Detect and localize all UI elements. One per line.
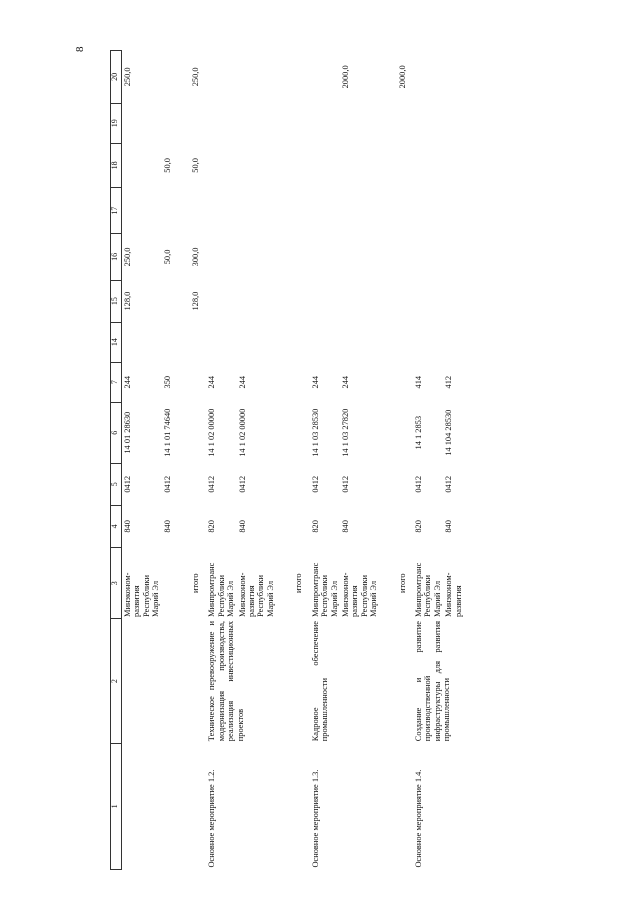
value-cell-c17 <box>122 187 162 233</box>
total-label: итого <box>397 573 407 594</box>
value-cell-c20 <box>443 51 464 104</box>
value-cell-c20: 250,0 <box>123 67 132 87</box>
total-cell-c5 <box>276 463 304 505</box>
value-cell-c20 <box>201 51 236 104</box>
total-cell-c18 <box>276 143 304 187</box>
column-header-17: 17 <box>111 187 122 233</box>
column-header-5: 5 <box>111 463 122 505</box>
column-header-18: 18 <box>111 143 122 187</box>
value-cell-c15 <box>162 280 173 322</box>
value-cell-c15 <box>340 280 380 322</box>
total-cell-c17 <box>276 187 304 233</box>
total-cell-c15 <box>380 280 408 322</box>
value-cell-c19 <box>305 103 340 143</box>
value-cell-c18 <box>408 143 443 187</box>
value-cell-c6: 14 1 03 28530 <box>310 408 320 457</box>
value-cell-c5: 0412 <box>162 475 172 493</box>
total-cell-c19 <box>173 103 201 143</box>
value-cell-c19 <box>162 103 173 143</box>
column-header-16: 16 <box>111 234 122 280</box>
total-cell-c4 <box>276 505 304 547</box>
value-cell-c16: 50,0 <box>162 249 172 265</box>
column-header-14: 14 <box>111 322 122 362</box>
column-header-1: 1 <box>111 743 122 869</box>
value-cell-c15 <box>408 280 443 322</box>
value-cell-c7: 412 <box>444 375 454 389</box>
total-cell-c6 <box>276 402 304 463</box>
total-cell-c14 <box>276 322 304 362</box>
executor-cell: Минэконом-развития Республики Марий Эл <box>123 572 161 617</box>
value-cell-c20 <box>237 51 277 104</box>
value-cell-c7: 350 <box>162 375 172 389</box>
column-header-19: 19 <box>111 103 122 143</box>
executor-cell: Минэконом-развития Республики Марий Эл <box>237 572 275 617</box>
value-cell-c14 <box>201 322 236 362</box>
column-header-3: 3 <box>111 547 122 619</box>
value-cell-c19 <box>122 103 162 143</box>
value-cell-c14 <box>122 322 162 362</box>
total-cell-c7 <box>380 362 408 402</box>
value-cell-c16 <box>340 234 380 280</box>
total-cell-c16 <box>380 234 408 280</box>
value-cell-c18 <box>237 143 277 187</box>
value-cell-c4: 840 <box>162 520 172 533</box>
value-cell-c16 <box>201 234 236 280</box>
total-cell-c6 <box>173 402 201 463</box>
value-cell-c19 <box>443 103 464 143</box>
value-cell-c16 <box>408 234 443 280</box>
value-cell-c5: 0412 <box>413 475 423 493</box>
executor-cell: Минэконом-развития <box>444 572 463 617</box>
value-cell-c15 <box>201 280 236 322</box>
value-cell-c20: 2000,0 <box>340 65 350 89</box>
column-header-2: 2 <box>111 619 122 743</box>
value-cell-c18: 50,0 <box>162 158 172 173</box>
total-cell-c15 <box>276 280 304 322</box>
table-row <box>122 51 162 870</box>
total-cell-c18 <box>380 143 408 187</box>
measure-description: Кадровое обеспечение промышленности <box>310 620 330 742</box>
value-cell-c6: 14 1 02 00000 <box>237 408 247 457</box>
total-cell-c15: 128,0 <box>191 291 201 311</box>
measure-name: Основное мероприятие 1.3. <box>310 769 320 868</box>
value-cell-c16 <box>237 234 277 280</box>
value-cell-c18 <box>122 143 162 187</box>
value-cell-c5: 0412 <box>310 475 320 493</box>
value-cell-c16 <box>443 234 464 280</box>
value-cell-c17 <box>201 187 236 233</box>
total-cell-c7 <box>173 362 201 402</box>
value-cell-c6: 14 104 28530 <box>444 409 454 456</box>
value-cell-c17 <box>408 187 443 233</box>
total-cell-c14 <box>380 322 408 362</box>
measure-name: Основное мероприятие 1.2. <box>207 769 217 868</box>
measure-name: Основное мероприятие 1.4. <box>413 769 423 868</box>
value-cell-c15 <box>305 280 340 322</box>
value-cell-c7: 244 <box>207 375 217 389</box>
value-cell-c16 <box>305 234 340 280</box>
total-cell-c6 <box>380 402 408 463</box>
value-cell-c5: 0412 <box>207 475 217 493</box>
table-body <box>122 51 464 870</box>
executor-cell: Минпромтранс Республики Марий Эл <box>310 562 339 617</box>
value-cell-c19 <box>408 103 443 143</box>
value-cell-c7: 244 <box>237 375 247 389</box>
value-cell-c15: 128,0 <box>123 291 132 311</box>
value-cell-c6: 14 1 02 00000 <box>207 408 217 457</box>
executor-cell: Минэконом-развития Республики Марий Эл <box>340 572 379 617</box>
total-cell-c20: 250,0 <box>191 67 201 87</box>
value-cell-c6: 14 1 2853 <box>413 415 423 450</box>
value-cell-c17 <box>340 187 380 233</box>
value-cell-c14 <box>237 322 277 362</box>
total-cell-c18: 50,0 <box>191 158 201 173</box>
value-cell-c14 <box>443 322 464 362</box>
value-cell-c19 <box>201 103 236 143</box>
executor-cell: Минпромтранс Республики Марий Эл <box>207 562 236 617</box>
total-cell-c14 <box>173 322 201 362</box>
value-cell-c4: 840 <box>123 520 132 533</box>
value-cell-c17 <box>237 187 277 233</box>
total-label: итого <box>191 573 201 594</box>
value-cell-c19 <box>340 103 380 143</box>
page-number: 8 <box>74 46 86 52</box>
value-cell-c7: 244 <box>310 375 320 389</box>
value-cell-c15 <box>443 280 464 322</box>
value-cell-c4: 840 <box>237 520 247 533</box>
measure-description: Создание и развитие производственной инфраструктуры для развития промышленности <box>413 620 452 742</box>
value-cell-c20 <box>408 51 443 104</box>
value-cell-c18 <box>340 143 380 187</box>
value-cell-c18 <box>443 143 464 187</box>
value-cell-c14 <box>162 322 173 362</box>
column-header-20: 20 <box>111 51 122 104</box>
total-cell-c16 <box>276 234 304 280</box>
value-cell-c14 <box>305 322 340 362</box>
value-cell-c15 <box>237 280 277 322</box>
total-cell-c4 <box>380 505 408 547</box>
expenditure-table <box>110 50 464 870</box>
table-header <box>111 51 122 870</box>
measure-description: Техническое перевооружение и модернизация производства, реализация инвестиционных проектов <box>207 620 245 742</box>
column-header-15: 15 <box>111 280 122 322</box>
value-cell-c17 <box>162 187 173 233</box>
total-cell-c7 <box>276 362 304 402</box>
table-row <box>201 51 236 870</box>
total-label: итого <box>294 573 304 594</box>
total-cell-c20: 2000,0 <box>397 65 407 89</box>
total-cell-c19 <box>276 103 304 143</box>
total-cell-c16: 300,0 <box>191 247 201 267</box>
value-cell-c17 <box>443 187 464 233</box>
value-cell-c18 <box>201 143 236 187</box>
value-cell-c14 <box>408 322 443 362</box>
value-cell-c5: 0412 <box>444 475 454 493</box>
value-cell-c17 <box>305 187 340 233</box>
value-cell-c6: 14 1 03 27820 <box>340 408 350 457</box>
total-cell-c5 <box>173 463 201 505</box>
measure-description <box>122 619 202 743</box>
column-header-6: 6 <box>111 402 122 463</box>
executor-cell: Минпромтранс Республики Марий Эл <box>413 562 442 617</box>
value-cell-c18 <box>305 143 340 187</box>
value-cell-c4: 840 <box>340 520 350 533</box>
value-cell-c5: 0412 <box>123 475 132 493</box>
value-cell-c19 <box>237 103 277 143</box>
total-cell-c5 <box>380 463 408 505</box>
executor-cell <box>162 547 173 619</box>
total-cell-c17 <box>173 187 201 233</box>
table-row <box>408 51 443 870</box>
value-cell-c4: 820 <box>207 520 217 533</box>
value-cell-c6: 14 1 01 74640 <box>162 408 172 457</box>
rotated-table-stage <box>110 10 639 870</box>
value-cell-c20 <box>305 51 340 104</box>
total-cell-c4 <box>173 505 201 547</box>
value-cell-c16: 250,0 <box>123 247 132 267</box>
value-cell-c20 <box>162 51 173 104</box>
measure-name <box>122 743 202 869</box>
value-cell-c7: 414 <box>413 375 423 389</box>
value-cell-c4: 840 <box>444 520 454 533</box>
total-cell-c19 <box>380 103 408 143</box>
value-cell-c5: 0412 <box>237 475 247 493</box>
total-cell-c17 <box>380 187 408 233</box>
value-cell-c4: 820 <box>413 520 423 533</box>
value-cell-c6: 14 01 28630 <box>123 411 132 454</box>
column-header-4: 4 <box>111 505 122 547</box>
value-cell-c5: 0412 <box>340 475 350 493</box>
total-cell-c20 <box>276 51 304 104</box>
value-cell-c7: 244 <box>340 375 350 389</box>
table-row <box>305 51 340 870</box>
value-cell-c14 <box>340 322 380 362</box>
value-cell-c4: 820 <box>310 520 320 533</box>
value-cell-c7: 244 <box>123 375 132 389</box>
column-header-7: 7 <box>111 362 122 402</box>
